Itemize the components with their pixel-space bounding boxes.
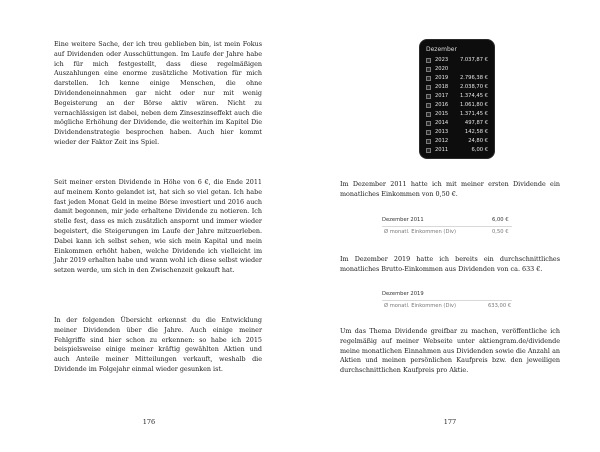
table-header: Dezember 2011 <box>382 217 424 223</box>
dividend-table-2011 <box>382 217 512 241</box>
checkbox-icon <box>426 139 431 144</box>
right-page <box>300 0 600 452</box>
table-divider <box>382 226 512 227</box>
checkbox-icon <box>426 103 431 108</box>
right-paragraph-1: Im Dezember 2011 hatte ich mit meiner ersten Dividende ein monatliches Einkommen von 0,50 €. <box>340 180 560 198</box>
checkbox-icon <box>426 76 431 81</box>
phone-row: 2014 497,87 € <box>426 120 488 128</box>
table-row-value: 0,50 € <box>492 229 509 235</box>
phone-row: 2018 2.038,70 € <box>426 84 488 92</box>
checkbox-icon <box>426 148 431 153</box>
phone-row: 2011 6,00 € <box>426 147 488 155</box>
phone-row: 2019 2.796,38 € <box>426 75 488 83</box>
table-row-label: Ø monatl. Einkommen (Div) <box>384 229 456 235</box>
left-paragraph-3: In der folgenden Übersicht erkennst du die Entwicklung meiner Dividenden über die Jahre. Auch einige meiner Fehlgriffe sind hier schon zu erkennen: so habe ich 2015 beispielsweise einige meiner kräftig gewählten Aktien und auch Anteile meiner Mitteilungen verkauft, weshalb die Dividende im Folgejahr einmal wieder gesunken ist. <box>54 316 262 373</box>
page-number-left: 176 <box>142 418 156 426</box>
phone-row: 2015 1.371,45 € <box>426 111 488 119</box>
checkbox-icon <box>426 85 431 90</box>
phone-row: 2023 7.037,87 € <box>426 57 488 65</box>
checkbox-icon <box>426 112 431 117</box>
table-row-label: Ø monatl. Einkommen (Div) <box>384 303 456 309</box>
right-paragraph-2: Im Dezember 2019 hatte ich bereits ein durchschnittliches monatliches Brutto-Einkommen aus Dividenden von ca. 633 €. <box>340 255 560 273</box>
checkbox-icon <box>426 130 431 135</box>
checkbox-icon <box>426 58 431 63</box>
table-header: Dezember 2019 <box>382 291 424 297</box>
checkbox-icon <box>426 67 431 72</box>
phone-row: 2013 142,58 € <box>426 129 488 137</box>
phone-row: 2012 24,80 € <box>426 138 488 146</box>
right-paragraph-3: Um das Thema Dividende greifbar zu machen, veröffentliche ich regelmäßig auf meiner Webseite unter aktiengram.de/dividende meine monatlichen Einnahmen aus Dividenden sowie die Anzahl an Aktien und meinen persönlichen Kaufpreis bzw. den jeweiligen durchschnittlichen Kaufpreis pro Aktie. <box>340 327 560 375</box>
page-number-right: 177 <box>443 418 457 426</box>
table-header-value: 6,00 € <box>492 217 509 223</box>
table-divider <box>382 300 512 301</box>
phone-row: 2020 <box>426 66 488 74</box>
phone-title: Dezember <box>426 46 457 53</box>
left-paragraph-1: Eine weitere Sache, der ich treu geblieben bin, ist mein Fokus auf Dividenden oder Ausschüttungen. Im Laufe der Jahre habe ich für mich festgestellt, dass diese regelmäßigen Auszahlungen eine enorme zusätzliche Motivation für mich darstellen. Ich kenne einige Menschen, die ohne Dividendeneinnahmen gar nicht oder nur mit wenig Begeisterung an der Börse aktiv wären. Nicht zu vernachlässigen ist dabei, neben dem Zinseszinseffekt auch die mögliche Erhöhung der Dividende, die weiterhin im Kapitel Die Dividendenstrategie besprochen haben. Auch hier kommt wieder der Faktor Zeit ins Spiel. <box>54 40 262 146</box>
checkbox-icon <box>426 121 431 126</box>
dividend-table-2019 <box>382 291 512 315</box>
phone-row: 2016 1.061,80 € <box>426 102 488 110</box>
dividend-app-screenshot <box>420 40 494 158</box>
checkbox-icon <box>426 94 431 99</box>
left-paragraph-2: Seit meiner ersten Dividende in Höhe von 6 €, die Ende 2011 auf meinem Konto gelandet ist, hat sich so viel getan. Ich habe fast jeden Monat Geld in meine Börse investiert und 2016 auch damit begonnen, mir jede erhaltene Dividende zu notieren. Ich stelle fest, dass es mich zusätzlich anspornt und immer wieder begeistert, die Steigerungen im Laufe der Jahre mitzuerleben. Dabei kann ich selbst sehen, wie sich mein Kapital und mein Einkommen erhöht haben, welche Dividende ich vielleicht im Jahr 2019 erhalten habe und wann wohl ich diese selbst wieder setzen werde, um sich in den Zwischenzeit gekauft hat. <box>54 178 262 275</box>
phone-row: 2017 1.374,45 € <box>426 93 488 101</box>
table-row-value: 633,00 € <box>488 303 512 309</box>
